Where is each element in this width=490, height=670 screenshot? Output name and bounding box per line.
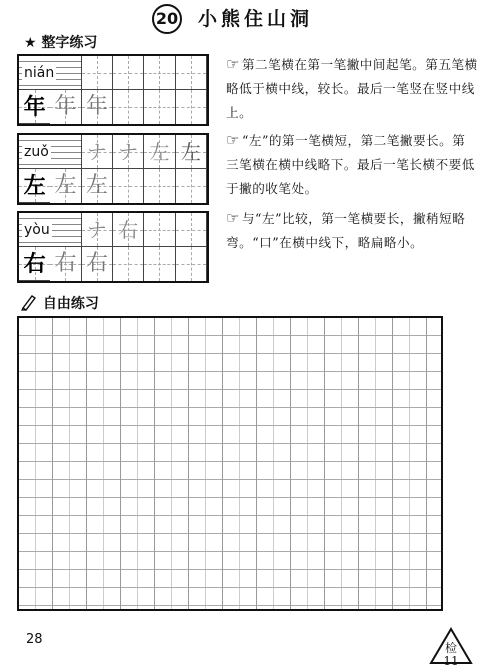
lesson-number-badge: 20 bbox=[152, 4, 182, 34]
stroke-sample bbox=[144, 56, 174, 89]
stroke-sample: ナ bbox=[86, 140, 107, 164]
practice-section-label bbox=[24, 34, 97, 52]
lesson-title: 小熊住山洞 bbox=[198, 8, 314, 30]
grid-cell[interactable] bbox=[82, 56, 113, 90]
trace-character: 年 bbox=[85, 94, 108, 119]
grid-cell[interactable] bbox=[113, 169, 144, 203]
note-text: 第二笔横在第一笔撇中间起笔。第五笔横略低于横中线，较长。最后一笔竖在竖中线上。 bbox=[226, 57, 478, 120]
pinyin-cell bbox=[19, 135, 82, 169]
free-practice-label bbox=[20, 293, 99, 313]
pinyin-text: yòu bbox=[24, 221, 50, 238]
page-number: 28 bbox=[26, 632, 43, 647]
grid-cell[interactable] bbox=[82, 135, 113, 169]
trace-character: 右 bbox=[54, 251, 77, 276]
grid-cell[interactable] bbox=[113, 56, 144, 90]
grid-cell[interactable] bbox=[176, 56, 207, 90]
note-you bbox=[226, 206, 478, 255]
pinyin-text: zuǒ bbox=[24, 143, 49, 160]
trace-character: 左 bbox=[54, 173, 77, 198]
grid-cell[interactable] bbox=[176, 135, 207, 169]
grid-cell[interactable] bbox=[113, 135, 144, 169]
stroke-sample: 右 bbox=[118, 218, 139, 242]
grid-cell[interactable] bbox=[82, 247, 113, 281]
grid-cell[interactable] bbox=[50, 90, 81, 124]
character-grid-you bbox=[17, 211, 209, 283]
model-character: 右 bbox=[23, 251, 46, 277]
grid-cell[interactable] bbox=[82, 90, 113, 124]
note-zuo bbox=[226, 128, 478, 201]
stroke-sample: ナ bbox=[86, 218, 107, 242]
stroke-sample: ナ bbox=[118, 140, 139, 164]
grid-cell[interactable] bbox=[176, 90, 207, 124]
pinyin-cell bbox=[19, 213, 82, 247]
grid-cell[interactable] bbox=[144, 135, 175, 169]
pinyin-text: nián bbox=[24, 64, 55, 81]
model-character: 年 bbox=[23, 94, 46, 120]
grid-cell[interactable] bbox=[176, 169, 207, 203]
grid-cell[interactable] bbox=[144, 247, 175, 281]
stroke-sample: 左 bbox=[180, 140, 201, 164]
grid-cell[interactable] bbox=[144, 56, 175, 90]
grid-cell[interactable] bbox=[19, 90, 50, 124]
pointing-hand-icon: ☞ bbox=[226, 55, 240, 73]
stroke-sample bbox=[176, 56, 206, 89]
grid-cell[interactable] bbox=[176, 213, 207, 247]
grid-cell[interactable] bbox=[82, 169, 113, 203]
trace-character: 年 bbox=[54, 94, 77, 119]
character-grid-nian bbox=[17, 54, 209, 126]
free-practice-grid[interactable] bbox=[17, 316, 443, 611]
stroke-sample bbox=[113, 56, 143, 89]
grid-cell[interactable] bbox=[82, 213, 113, 247]
grid-cell[interactable] bbox=[144, 213, 175, 247]
character-grid-zuo bbox=[17, 133, 209, 205]
grid-cell[interactable] bbox=[144, 169, 175, 203]
pencil-icon bbox=[20, 293, 38, 311]
note-text: “左”的第一笔横短，第二笔撇要长。第三笔横在横中线略下。最后一笔长横不要低于撇的收笔处。 bbox=[226, 133, 475, 196]
trace-character: 右 bbox=[85, 251, 108, 276]
pointing-hand-icon: ☞ bbox=[226, 209, 240, 227]
grid-cell[interactable] bbox=[144, 90, 175, 124]
grid-cell[interactable] bbox=[50, 247, 81, 281]
check-label: 检 bbox=[444, 641, 457, 655]
grid-cell[interactable] bbox=[113, 213, 144, 247]
note-text: 与“左”比较，第一笔横要长，撇稍短略弯。“口”在横中线下，略扁略小。 bbox=[226, 211, 466, 250]
note-nian bbox=[226, 52, 478, 125]
free-practice-text: 自由练习 bbox=[42, 296, 99, 312]
stroke-sample: 左 bbox=[149, 140, 170, 164]
stroke-sample bbox=[82, 56, 112, 89]
grid-cell[interactable] bbox=[113, 90, 144, 124]
practice-section-text: 整字练习 bbox=[41, 35, 98, 51]
grid-cell[interactable] bbox=[19, 247, 50, 281]
check-number: 11 bbox=[443, 654, 459, 668]
model-character: 左 bbox=[23, 173, 46, 199]
pointing-hand-icon: ☞ bbox=[226, 131, 240, 149]
grid-cell[interactable] bbox=[176, 247, 207, 281]
check-badge-text bbox=[437, 642, 465, 668]
grid-cell[interactable] bbox=[19, 169, 50, 203]
star-icon: ★ bbox=[24, 35, 37, 51]
grid-cell[interactable] bbox=[113, 247, 144, 281]
trace-character: 左 bbox=[85, 173, 108, 198]
grid-cell[interactable] bbox=[50, 169, 81, 203]
pinyin-cell bbox=[19, 56, 82, 90]
